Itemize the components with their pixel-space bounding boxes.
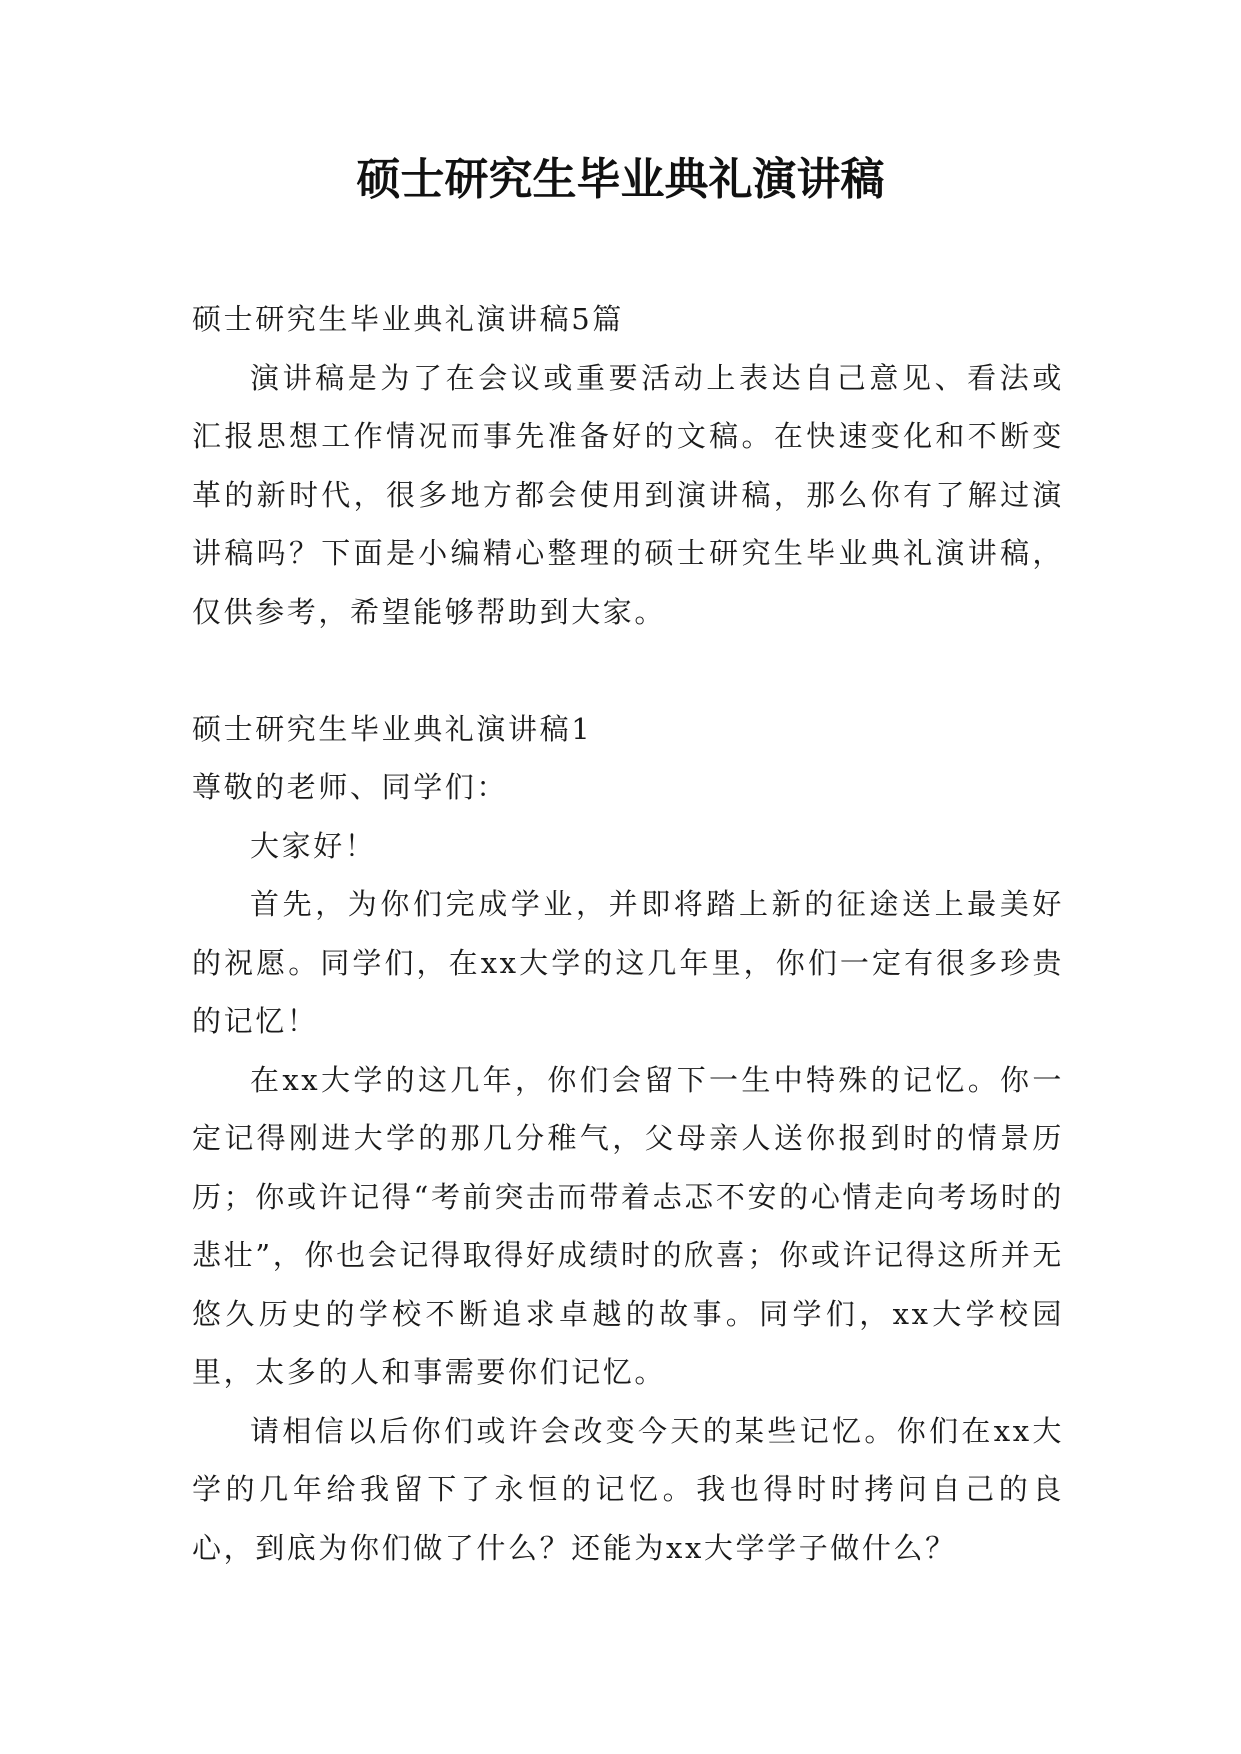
document-title: 硕士研究生毕业典礼演讲稿	[356, 154, 885, 205]
intro-paragraph: 演讲稿是为了在会议或重要活动上表达自己意见、看法或汇报思想工作情况而事先准备好的文稿。在快速变化和不断变革的新时代，很多地方都会使用到演讲稿，那么你有了解过演讲稿吗？下面是小编精心整理的硕士研究生毕业典礼演讲稿，仅供参考，希望能够帮助到大家。	[192, 360, 1064, 629]
document-body	[192, 290, 1064, 1577]
body-paragraph: 请相信以后你们或许会改变今天的某些记忆。你们在xx大学的几年给我留下了永恒的记忆。我也得时时拷问自己的良心，到底为你们做了什么？还能为xx大学学子做什么？	[192, 1413, 1064, 1565]
body-paragraph: 首先，为你们完成学业，并即将踏上新的征途送上最美好的祝愿。同学们，在xx大学的这几年里，你们一定有很多珍贵的记忆！	[192, 887, 1064, 1038]
salutation: 尊敬的老师、同学们：	[192, 770, 509, 804]
document-subtitle: 硕士研究生毕业典礼演讲稿5篇	[192, 302, 624, 336]
section-heading: 硕士研究生毕业典礼演讲稿1	[192, 711, 593, 746]
section-spacer	[192, 641, 1064, 700]
body-paragraph: 大家好！	[250, 828, 377, 863]
body-paragraph: 在xx大学的这几年，你们会留下一生中特殊的记忆。你一定记得刚进大学的那几分稚气，父母亲人送你报到时的情景历历；你或许记得“考前突击而带着忐忑不安的心情走向考场时的悲壮”，你也会记得取得好成绩时的欣喜；你或许记得这所并无悠久历史的学校不断追求卓越的故事。同学们，xx大学校园里，太多的人和事需要你们记忆。	[192, 1062, 1064, 1389]
